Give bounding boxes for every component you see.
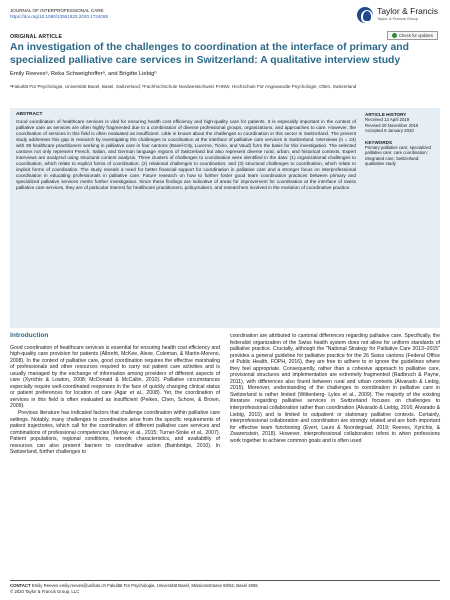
footer-divider [10, 580, 440, 581]
keywords-list: Primary palliative care; specialized palliative care; care coordination; integrated care; Switzerland; qualitative study [365, 145, 431, 167]
publisher-group: Taylor & Francis Group [377, 16, 418, 21]
contact-label: CONTACT [10, 583, 31, 588]
abstract-box [10, 108, 440, 328]
received-date: Received 13 April 2019 [365, 117, 410, 123]
revised-date: Revised 29 November 2019 [365, 122, 419, 128]
keywords-heading: KEYWORDS [365, 139, 393, 145]
taylor-francis-logo-icon [357, 7, 373, 23]
publisher-logo [357, 5, 438, 25]
journal-name: JOURNAL OF INTERPROFESSIONAL CARE [10, 8, 104, 13]
author-list: Emily Reevesᵃ, Reka Schweighofferᵃ, and Brigitte Liebigᵇ [10, 71, 157, 77]
paragraph: Previous literature has indicated factors that challenge coordination within palliative care settings. Notably, many challenges to coordination arise from the specific requirements of patient trajectories, which call for the coordination of different palliative care services and combinations of professional competencies (Murray et al., 2015; Turner-Stoke et al., 2007). Patient populations, regional conditions, network characteristics, and availability of resources can also present barriers to coordinative action (Bainbridge, 2010). In Switzerland, further challenges to [10, 410, 220, 456]
check-updates-label: Check for updates [399, 33, 433, 38]
article-history [365, 112, 437, 167]
accepted-date: Accepted 9 January 2020 [365, 128, 414, 134]
check-updates-button[interactable] [387, 31, 438, 40]
paragraph: coordination are attributed to cantonal differences regarding palliative care. Specifically, the federalist organization of the Swiss health system does not allow for uniform standards of palliative practice. Crucially, although the "National Strategy for Palliative Care 2013–2015" provides a general guideline for palliative practice for the 26 Swiss cantons (Federal Office of Public Health, FOPH, 2016), they are free to adhere to or ignore the guidelines where they feel appropriate. Consequently, rather than a cohesive approach to palliative care, provisional structures and implementation are extremely fragmented (Radbruch & Payne, 2011), with differences also found between rural and urban contexts (Alvarado & Liebig, 2015). Moreover, understanding of the challenges to coordination in palliative care in Switzerland is rather limited (Wittenberg- Lyles et al., 2009). The majority of the existing literature regarding palliative services in Switzerland focuses on challenges to interprofessional collaboration rather than coordination (Alvarado & Liebig, 2016; Alvarado & Liebig, 2015) and is limited to outpatient or stationary palliative contexts. Certainly, interprofessional collaboration and coordination are strongly related and are both important for effective team functioning (Evert, Laurs & Noordegraaf, 2019; Reeves, Xyrichis, & Zwarenstein, 2018). However, interprofessional collaboration refers to when professions work together to achieve common goals and is often used [230, 333, 440, 444]
copyright: © 2020 Taylor & Francis Group, LLC [10, 588, 80, 594]
publisher-name: Taylor & Francis [377, 6, 438, 16]
page-footer [10, 583, 440, 594]
history-heading: ARTICLE HISTORY [365, 112, 407, 117]
paragraph: Good coordination of healthcare services is essential for ensuring health cost efficiency and high-quality care provision for patients (Albreht, McKee, Alexe, Coleman, & Martin-Moreno, 2008). In the context of palliative care, good coordination requires the effective marshaling of professionals and other resources required to carry out patient care activities and is usually managed by the exchange of information among providers of different aspects of care (Xyrichis & Lowton, 2008; McDonald & McCallin, 2010). Palliative circumstances especially require well-coordinated responses in the face of quickly changing clinical status or patient preferences for location of care (Agar et al., 2008). Yet, the coordination of services in this field is often evaluated as insufficient (Peikes, Chen, Schore, & Brown, 2009). [10, 344, 220, 410]
body-column-right [230, 333, 440, 444]
abstract-text: Good coordination of healthcare services is vital for ensuring health cost efficiency and high-quality care for patients. It is especially important in the context of palliative care as services are often highly fragmented due to a combination of diverse professional groups, organizations, and approaches to care. However, the coordination of services in this field is often evaluated as insufficient. Little is known about the challenges to coordination in this sector in Switzerland. The present study addresses this gap in research by investigating the challenges to coordination at the interface of palliative care services in Switzerland. Interviews (n = 24) with 38 healthcare practitioners working in palliative care in four cantons (Basel-City, Lucerne, Ticino, and Vaud) form the basis for this investigation. The selected cantons not only represent French, Italian, and German language regions of Switzerland but also represent diverse rural, urban, and historical contexts. Expert interviews are analyzed using structural content analysis. Three clusters of challenges to coordination were identified in the data: (1) organizational challenges to coordination, which relate to explicit forms of coordination; (2) relational challenges to coordination; and (3) structural challenges to coordination, which relate to implicit forms of coordination. The study reveals a need for better financial support for coordination in palliative care and a stronger focus on interprofessional coordination in educating professionals in palliative care. Future research on how to further foster good team coordination practices between primary and specialized palliative services merits further investigation. Since these findings are indicative of areas for improvement for coordination at the interface of Swiss palliative care services, they are of particular interest for healthcare practitioners, policymakers, and researchers involved in the evolution of coordinative practice. [16, 119, 356, 191]
contact-text[interactable]: Emily Reeves emily.reeves@unibas.ch Fakultät Für Psychologie, Universität Basel, Missionsstrasse 60/62, Basel 4055 [31, 583, 258, 588]
check-updates-icon [392, 33, 397, 38]
doi-link[interactable]: https://doi.org/10.1080/13561820.2020.1724085 [10, 14, 109, 19]
body-column-left [10, 333, 220, 456]
article-type: ORIGINAL ARTICLE [10, 34, 63, 40]
journal-header [10, 8, 108, 20]
affiliations: ᵃFakultät Für Psychologie, Universität Basel, Basel, Switzerland; ᵇFachhochschule Nordwestschweiz FHNW, Hochschule Für Angewandte Psychologie, Olten, Switzerland [10, 84, 357, 89]
section-heading-introduction: Introduction [10, 332, 49, 339]
abstract-heading: ABSTRACT [16, 112, 43, 117]
article-title: An investigation of the challenges to coordination at the interface of primary and specialized palliative care services in Switzerland: A qualitative interview study [10, 42, 409, 66]
